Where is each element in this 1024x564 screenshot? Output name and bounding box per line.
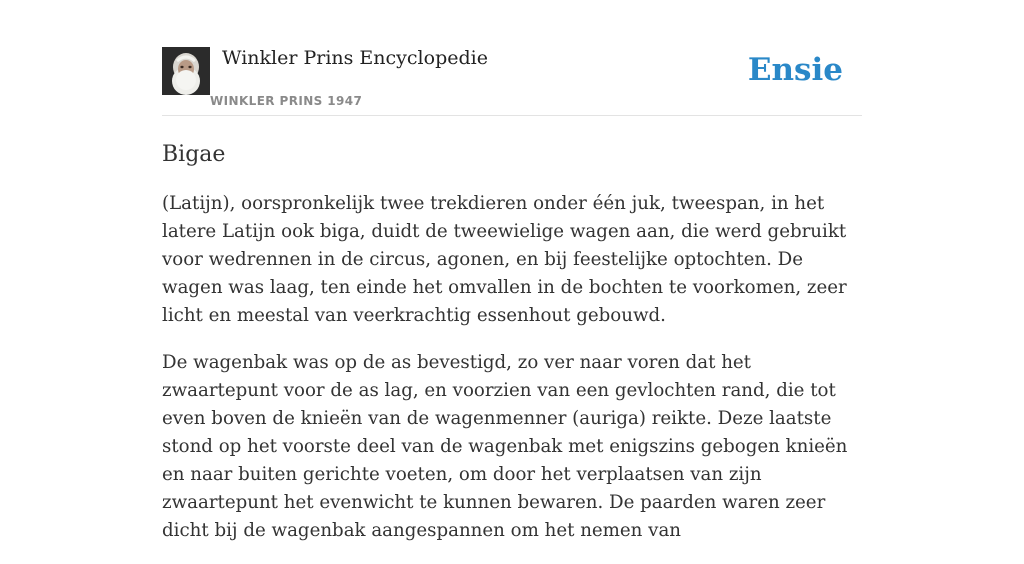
ensie-logo[interactable]: Ensie bbox=[747, 52, 843, 88]
article-paragraph: De wagenbak was op de as bevestigd, zo ver naar voren dat het zwaartepunt voor de as lag, en voorzien van een gevlochten rand, die tot even boven de knieën van de wagenmenner (auriga) reikte. Deze laatste stond op het voorste deel van de wagenbak met enigszins gebogen knieën en naar buiten gerichte voeten, om door het verplaatsen van zijn zwaartepunt het evenwicht te kunnen bewaren. De paarden waren zeer dicht bij de wagenbak aangespannen om het nemen van bbox=[162, 352, 848, 541]
article-title: Bigae bbox=[162, 142, 226, 167]
article-body bbox=[162, 140, 862, 564]
source-subtitle[interactable]: WINKLER PRINS 1947 bbox=[210, 94, 363, 108]
article-paragraph: (Latijn), oorspronkelijk twee trekdieren onder één juk, tweespan, in het latere Latijn ook biga, duidt de tweewielige wagen aan, die werd gebruikt voor wedrennen in de circus, agonen, en bij feestelijke optochten. De wagen was laag, ten einde het omvallen in de bochten te voorkomen, zeer licht en meestal van veerkrachtig essenhout gebouwd. bbox=[162, 193, 847, 326]
source-title[interactable]: Winkler Prins Encyclopedie bbox=[222, 47, 488, 69]
bearded-man-portrait-icon bbox=[162, 47, 210, 95]
author-avatar[interactable] bbox=[162, 47, 210, 95]
article-header bbox=[162, 0, 862, 116]
